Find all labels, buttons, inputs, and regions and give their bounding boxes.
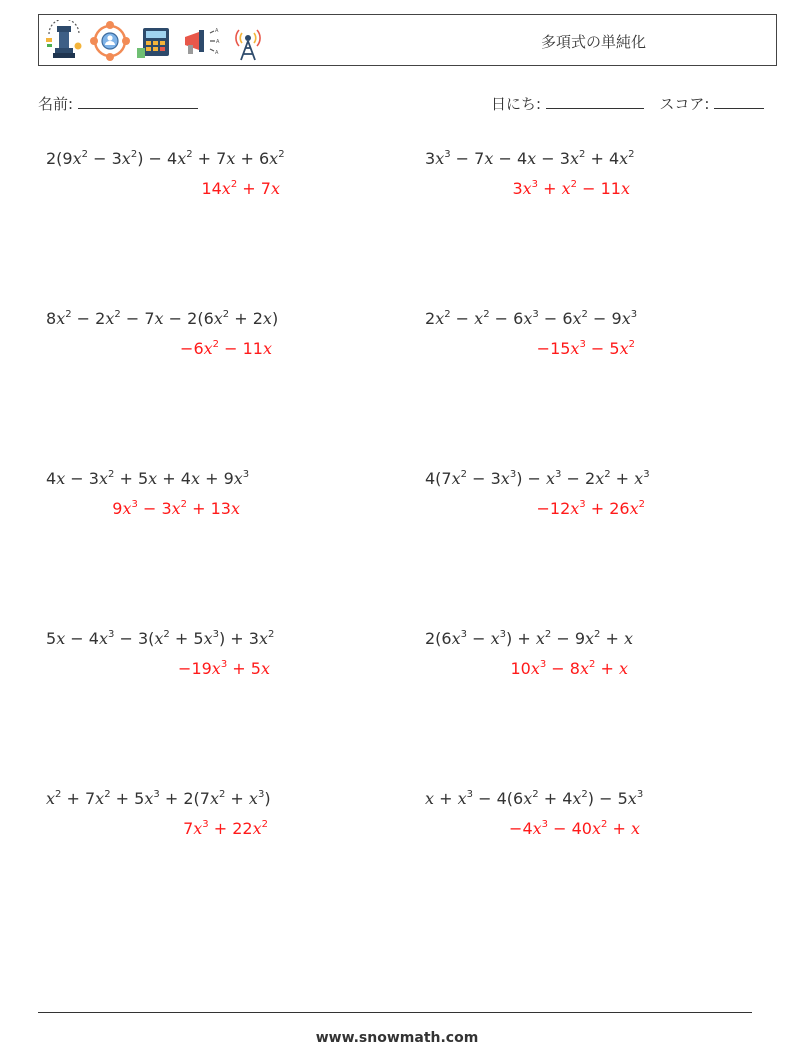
problem-answer: $-4x^3 - 40x^2 + x$ xyxy=(509,819,640,838)
calculator-icon xyxy=(135,20,177,62)
problem-expression: $8x^2 - 2x^2 - 7x - 2(6x^2 + 2x)$ xyxy=(46,309,279,328)
problem-answer: $-15x^3 - 5x^2$ xyxy=(536,339,635,358)
score-blank[interactable] xyxy=(714,94,764,109)
date-score-fields xyxy=(491,93,764,114)
problem-expression: $x^2 + 7x^2 + 5x^3 + 2(7x^2 + x^3)$ xyxy=(46,789,271,808)
problem-answer: $9x^3 - 3x^2 + 13x$ xyxy=(112,499,240,518)
svg-text:A: A xyxy=(216,39,220,45)
chess-rook-icon xyxy=(43,20,85,62)
problem-expression: $5x - 4x^3 - 3(x^2 + 5x^3) + 3x^2$ xyxy=(46,629,275,648)
team-network-icon xyxy=(89,20,131,62)
problem-expression: $2(6x^3 - x^3) + x^2 - 9x^2 + x$ xyxy=(425,629,634,648)
problem-expression: $4x - 3x^2 + 5x + 4x + 9x^3$ xyxy=(46,469,250,488)
problem-answer: $14x^2 + 7x$ xyxy=(201,179,280,198)
header-icons xyxy=(43,19,269,63)
problem-answer: $-19x^3 + 5x$ xyxy=(178,659,270,678)
svg-text:A: A xyxy=(215,50,219,56)
problem-expression: $2(9x^2 - 3x^2) - 4x^2 + 7x + 6x^2$ xyxy=(46,149,285,168)
problem-answer: $10x^3 - 8x^2 + x$ xyxy=(510,659,628,678)
date-label: 日にち: xyxy=(491,95,542,113)
worksheet-title: 多項式の単純化 xyxy=(540,33,646,51)
name-label: 名前: xyxy=(38,95,74,113)
problem-expression: $2x^2 - x^2 - 6x^3 - 6x^2 - 9x^3$ xyxy=(425,309,638,328)
problem-expression: $4(7x^2 - 3x^3) - x^3 - 2x^2 + x^3$ xyxy=(425,469,650,488)
problem-answer: $7x^3 + 22x^2$ xyxy=(183,819,268,838)
problem-expression: $3x^3 - 7x - 4x - 3x^2 + 4x^2$ xyxy=(425,149,635,168)
score-label: スコア: xyxy=(659,95,710,113)
name-blank[interactable] xyxy=(78,94,198,109)
footer-divider xyxy=(38,1012,752,1013)
radio-tower-icon xyxy=(227,20,269,62)
problem-answer: $3x^3 + x^2 - 11x$ xyxy=(512,179,630,198)
name-field xyxy=(38,93,198,114)
problem-expression: $x + x^3 - 4(6x^2 + 4x^2) - 5x^3$ xyxy=(425,789,644,808)
footer-url: www.snowmath.com xyxy=(315,1030,479,1046)
worksheet-header xyxy=(38,14,777,66)
date-blank[interactable] xyxy=(546,94,644,109)
svg-text:A: A xyxy=(215,28,219,34)
problem-answer: $-12x^3 + 26x^2$ xyxy=(536,499,645,518)
problem-answer: $-6x^2 - 11x$ xyxy=(180,339,272,358)
megaphone-icon xyxy=(181,20,223,62)
